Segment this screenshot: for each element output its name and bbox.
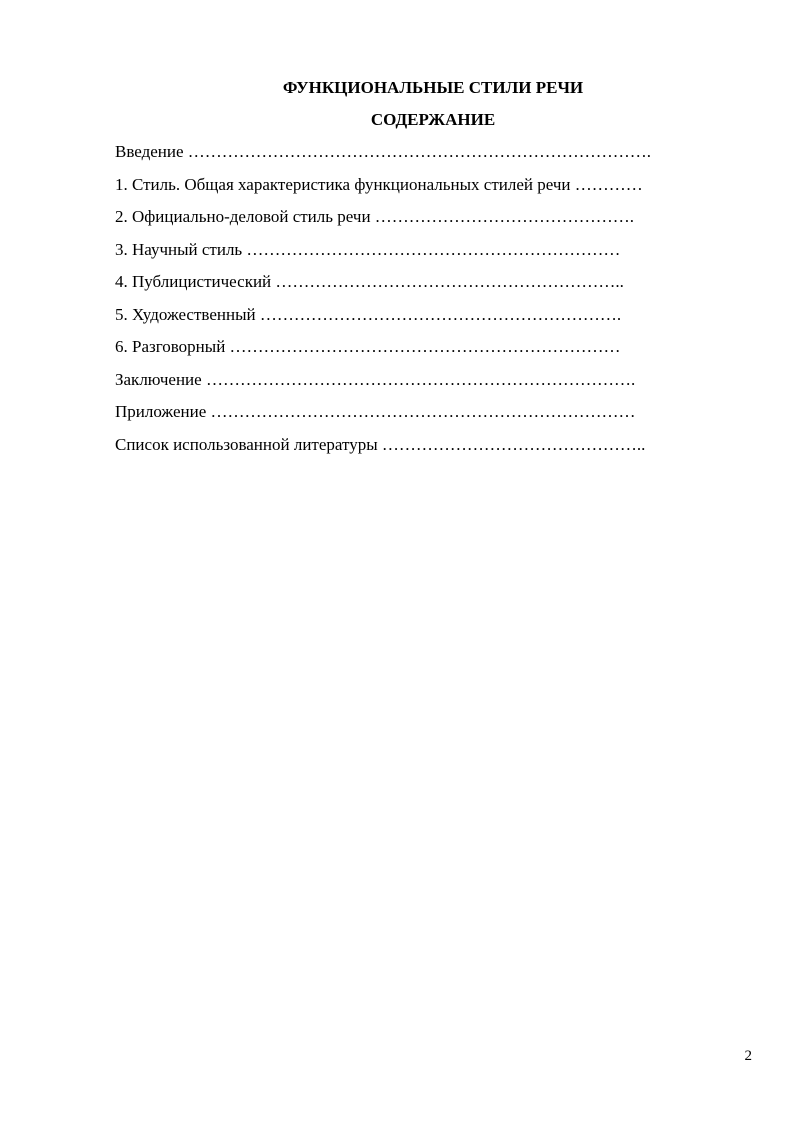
toc-entry-scientific: 3. Научный стиль ………………………………………………………… bbox=[115, 239, 621, 259]
toc-entry-colloquial: 6. Разговорный …………………………………………………………… bbox=[115, 337, 621, 356]
toc-heading: СОДЕРЖАНИЕ bbox=[370, 110, 496, 129]
toc-entry-conclusion: Заключение …………………………………………………………………. bbox=[115, 369, 636, 389]
table-of-contents bbox=[115, 142, 755, 467]
toc-entry-style-overview: 1. Стиль. Общая характеристика функциональных стилей речи ………… bbox=[115, 174, 643, 194]
toc-entry-appendix: Приложение ………………………………………………………………… bbox=[115, 402, 636, 421]
toc-entry-artistic: 5. Художественный ………………………………………………………. bbox=[115, 304, 622, 324]
document-title: ФУНКЦИОНАЛЬНЫЕ СТИЛИ РЕЧИ bbox=[282, 78, 584, 97]
toc-entry-introduction: Введение ………………………………………………………………………. bbox=[115, 142, 652, 161]
toc-entry-official-business: 2. Официально-деловой стиль речи ………………………………………. bbox=[115, 207, 635, 226]
toc-entry-references: Список использованной литературы ……………………………………….. bbox=[115, 434, 646, 454]
page-number: 2 bbox=[744, 1048, 752, 1064]
toc-entry-journalistic: 4. Публицистический …………………………………………………….. bbox=[115, 272, 624, 291]
